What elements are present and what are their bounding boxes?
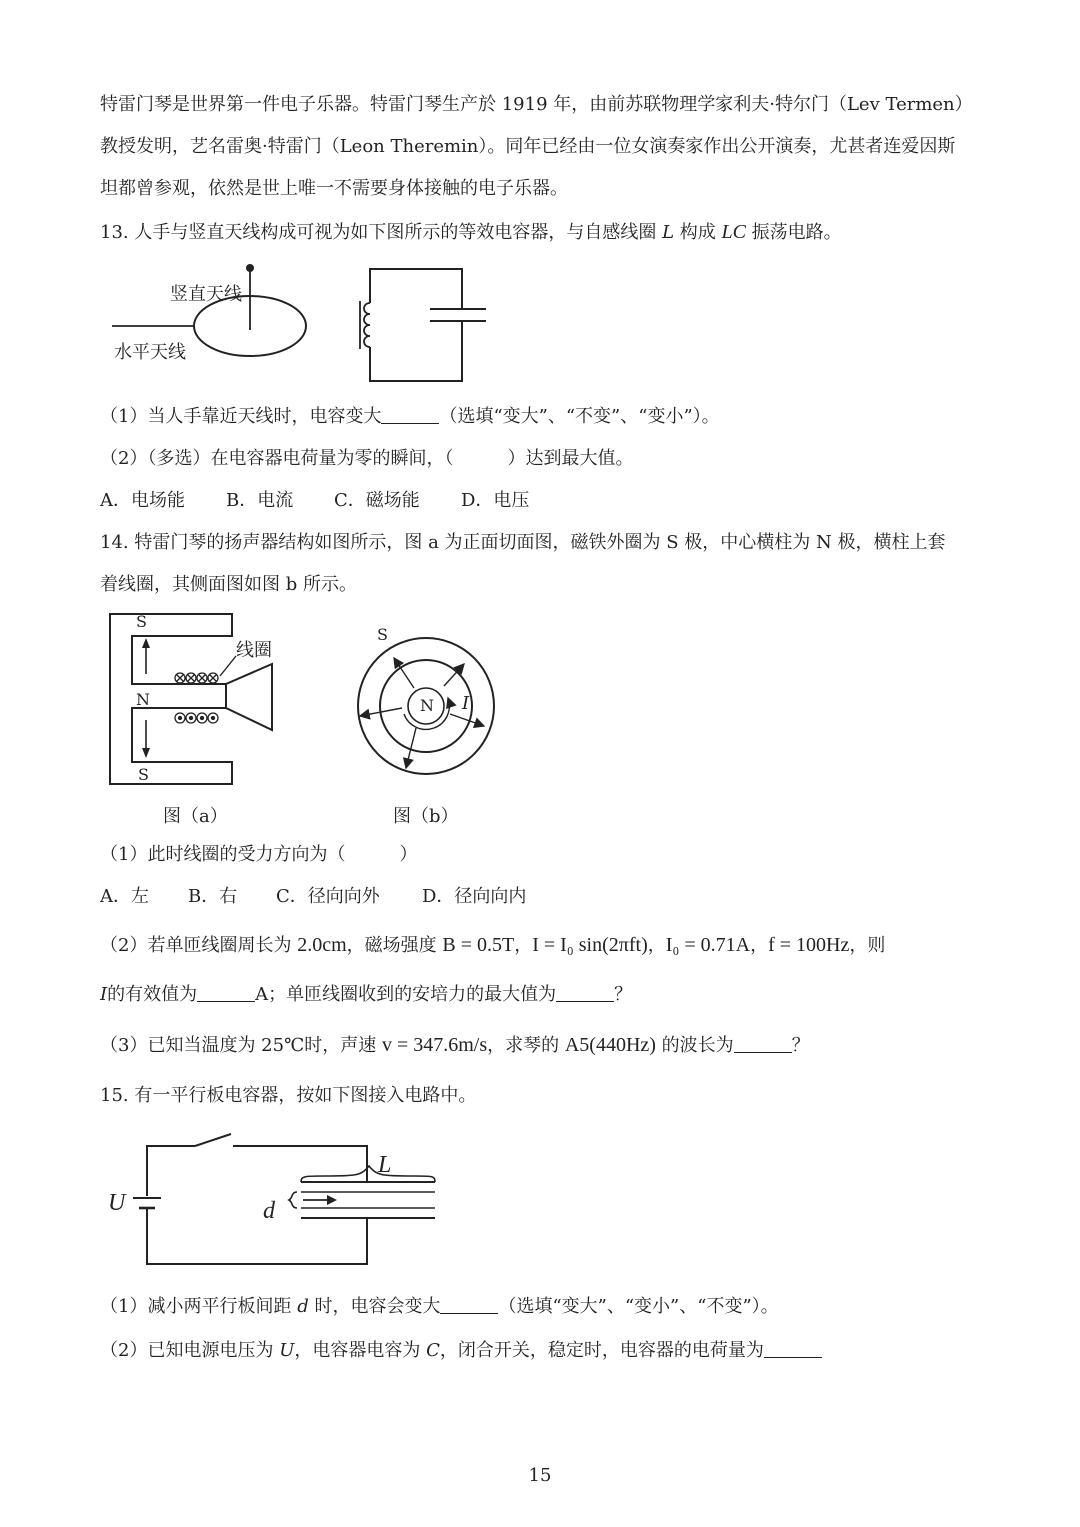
q13-option-c: C．磁场能 bbox=[334, 490, 420, 511]
answer-blank[interactable] bbox=[197, 983, 255, 1002]
answer-blank[interactable] bbox=[556, 983, 614, 1002]
q14-option-b: B．右 bbox=[188, 886, 238, 907]
peak-current: I₀ = 0.71A bbox=[665, 934, 751, 956]
fig-a-caption: 图（a） bbox=[163, 806, 228, 827]
length-label: L bbox=[378, 1152, 392, 1178]
label-vertical-antenna: 竖直天线 bbox=[170, 284, 242, 305]
fig-a-coil-label: 线圈 bbox=[236, 640, 272, 661]
fig-a-s-bottom: S bbox=[138, 765, 149, 784]
label-horizontal-antenna: 水平天线 bbox=[114, 342, 186, 363]
intro-line-3: 坦都曾参观，依然是世上唯一不需要身体接触的电子乐器。 bbox=[100, 178, 568, 199]
lc-wire-bottom bbox=[370, 321, 462, 381]
q13-sub1: （1）当人手靠近天线时，电容变大 （选填“变大”、“不变”、“变小”）。 bbox=[100, 406, 720, 427]
inductor-coil bbox=[364, 303, 370, 347]
page-number: 15 bbox=[528, 1465, 552, 1486]
circuit-wire-bottom bbox=[147, 1208, 367, 1264]
lc-wire bbox=[370, 269, 462, 309]
note-a5: A5(440Hz) bbox=[564, 1034, 656, 1056]
intro-line-1: 特雷门琴是世界第一件电子乐器。特雷门琴生产於 1919 年，由前苏联物理学家利夫·特尔门（Lev Termen） bbox=[100, 94, 973, 115]
q14-sub2-line1: （2）若单匝线圈周长为 2.0cm，磁场强度 B = 0.5T，I = I₀ sin(2πft)，I₀ = 0.71A，f = 100Hz，则 bbox=[100, 934, 886, 956]
q14-option-a: A．左 bbox=[100, 886, 149, 907]
cone bbox=[226, 664, 272, 730]
answer-blank[interactable] bbox=[764, 1339, 822, 1358]
answer-blank[interactable] bbox=[440, 1295, 498, 1314]
q15-stem: 15. 有一平行板电容器，按如下图接入电路中。 bbox=[100, 1085, 477, 1106]
coil-dot-row bbox=[175, 713, 218, 723]
arrow-up-head bbox=[142, 638, 150, 648]
gap-label: d bbox=[263, 1198, 275, 1224]
magnet-outline bbox=[110, 614, 232, 784]
fig-b-caption: 图（b） bbox=[393, 806, 459, 827]
q13-option-b: B．电流 bbox=[226, 490, 294, 511]
q14-sub1: （1）此时线圈的受力方向为（ ） bbox=[100, 844, 418, 865]
q13-option-a: A．电场能 bbox=[100, 490, 185, 511]
q14-option-d: D．径向向内 bbox=[422, 886, 527, 907]
fig-b-s: S bbox=[377, 625, 388, 644]
q14-sub3: （3）已知当温度为 25℃时，声速 v = 347.6m/s，求琴的 A5(440Hz) 的波长为 ？ bbox=[100, 1034, 810, 1056]
gap-brace bbox=[289, 1192, 297, 1208]
q13-stem: 13. 人手与竖直天线构成可视为如下图所示的等效电容器，与自感线圈 L 构成 LC 振荡电路。 bbox=[100, 221, 842, 243]
insert-arrow-head bbox=[327, 1195, 337, 1205]
q14-stem-1: 14. 特雷门琴的扬声器结构如图所示，图 a 为正面切面图，磁铁外圈为 S 极，中心横柱为 N 极，横柱上套 bbox=[100, 532, 946, 553]
antenna-tip bbox=[246, 264, 254, 272]
q15-sub1: （1）减小两平行板间距 d 时，电容会变大 （选填“变大”、“变小”、“不变”）。 bbox=[100, 1296, 779, 1317]
lc-circuit-figure bbox=[350, 265, 490, 385]
coil-leader bbox=[220, 656, 236, 676]
q13-option-d: D．电压 bbox=[461, 490, 530, 511]
current-formula: I = I₀ sin(2πft) bbox=[532, 934, 648, 956]
voltage-label: U bbox=[108, 1190, 126, 1216]
field-strength: B = 0.5T bbox=[442, 934, 515, 956]
frequency: f = 100Hz bbox=[768, 934, 850, 956]
answer-blank[interactable] bbox=[734, 1034, 792, 1053]
answer-blank[interactable] bbox=[381, 405, 439, 424]
q14-option-c: C．径向向外 bbox=[276, 886, 380, 907]
intro-line-2: 教授发明，艺名雷奥·特雷门（Leon Theremin）。同年已经由一位女演奏家作出公开演奏，尤甚者连爱因斯 bbox=[100, 136, 956, 157]
fig-a-s-top: S bbox=[136, 612, 147, 631]
coil-cross-row bbox=[175, 673, 218, 683]
q14-sub2-line2: I的有效值为 A；单匝线圈收到的安培力的最大值为 ？ bbox=[100, 984, 633, 1005]
fig-a-n: N bbox=[136, 690, 150, 709]
fig-b-current: I bbox=[462, 693, 470, 714]
q15-sub2: （2）已知电源电压为 U，电容器电容为 C，闭合开关，稳定时，电容器的电荷量为 bbox=[100, 1339, 822, 1363]
capacitor-circuit-figure bbox=[105, 1132, 445, 1272]
circuit-wire-top bbox=[233, 1146, 367, 1182]
fig-b-n: N bbox=[420, 696, 434, 715]
q13-sub2: （2）（多选）在电容器电荷量为零的瞬间，（ ）达到最大值。 bbox=[100, 448, 634, 469]
sound-speed: v = 347.6m/s bbox=[381, 1034, 488, 1056]
switch-blade bbox=[195, 1134, 231, 1146]
circuit-wire-left bbox=[147, 1146, 195, 1196]
q14-stem-2: 着线圈，其侧面图如图 b 所示。 bbox=[100, 574, 357, 595]
arrow-down-head bbox=[142, 748, 150, 758]
